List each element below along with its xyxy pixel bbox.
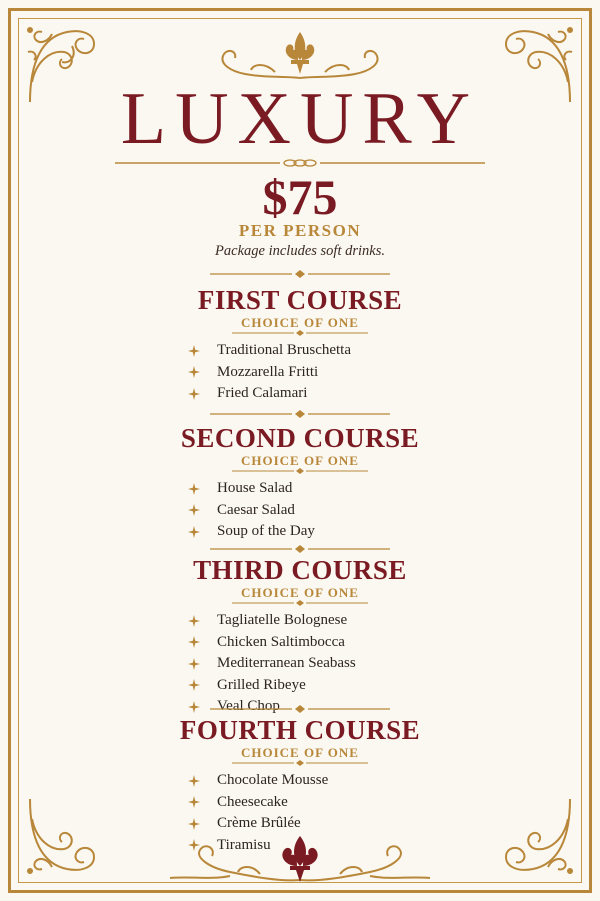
menu-item-label: Chicken Saltimbocca — [217, 633, 345, 650]
menu-item — [188, 792, 328, 814]
menu-item-label: Veal Chop — [217, 698, 280, 715]
choice-label: CHOICE OF ONE — [241, 745, 359, 760]
four-point-star-icon — [188, 526, 200, 538]
four-point-star-icon — [188, 796, 200, 808]
includes-note: Package includes soft drinks. — [215, 243, 385, 259]
four-point-star-icon — [188, 818, 200, 830]
menu-item — [188, 500, 315, 522]
four-point-star-icon — [188, 615, 200, 627]
section-divider — [210, 705, 390, 713]
fleur-de-lis-icon — [160, 830, 440, 890]
choice-divider — [232, 468, 368, 474]
course-title: THIRD COURSE — [193, 555, 407, 585]
menu-item-label: Fried Calamari — [217, 385, 308, 402]
menu-item — [188, 383, 351, 405]
four-point-star-icon — [188, 679, 200, 691]
menu-item-label: Chocolate Mousse — [217, 772, 329, 789]
course-item-list — [188, 478, 315, 543]
section-divider — [210, 270, 390, 278]
menu-item-label: Caesar Salad — [217, 501, 295, 518]
four-point-star-icon — [188, 504, 200, 516]
menu-item — [188, 521, 315, 543]
menu-item-label: Grilled Ribeye — [217, 676, 306, 693]
menu-item-label: Soup of the Day — [217, 523, 315, 540]
choice-label: CHOICE OF ONE — [241, 585, 359, 600]
course-title: FOURTH COURSE — [179, 715, 421, 745]
four-point-star-icon — [188, 483, 200, 495]
menu-item — [188, 610, 356, 632]
four-point-star-icon — [188, 658, 200, 670]
choice-divider — [232, 760, 368, 766]
menu-item — [188, 770, 328, 792]
choice-divider — [232, 330, 368, 336]
choice-divider — [232, 600, 368, 606]
menu-title: LUXURY — [120, 78, 480, 160]
four-point-star-icon — [188, 345, 200, 357]
menu-item-label: House Salad — [217, 480, 293, 497]
per-person-label: PER PERSON — [238, 221, 362, 240]
menu-item — [188, 340, 351, 362]
section-divider — [210, 545, 390, 553]
menu-item-label: Mozzarella Fritti — [217, 363, 319, 380]
corner-flourish-icon — [488, 789, 578, 879]
four-point-star-icon — [188, 636, 200, 648]
menu-item — [188, 478, 315, 500]
course-item-list — [188, 340, 351, 405]
section-divider — [210, 410, 390, 418]
menu-item-label: Tagliatelle Bolognese — [217, 612, 348, 629]
menu-item — [188, 653, 356, 675]
choice-label: CHOICE OF ONE — [241, 453, 359, 468]
menu-item-label: Traditional Bruschetta — [217, 342, 352, 359]
fleur-de-lis-icon — [205, 26, 395, 86]
menu-item-label: Mediterranean Seabass — [217, 655, 356, 672]
package-price: $75 — [262, 169, 338, 225]
four-point-star-icon — [188, 366, 200, 378]
course-item-list — [188, 610, 356, 718]
title-divider — [115, 158, 485, 168]
menu-item — [188, 675, 356, 697]
course-title: FIRST COURSE — [197, 285, 403, 315]
course-title: SECOND COURSE — [180, 423, 420, 453]
menu-item-label: Cheesecake — [217, 793, 288, 810]
four-point-star-icon — [188, 701, 200, 713]
menu-item-label: Tiramisu — [217, 836, 271, 853]
menu-item — [188, 632, 356, 654]
four-point-star-icon — [188, 388, 200, 400]
four-point-star-icon — [188, 775, 200, 787]
menu-item-label: Crème Brûlée — [217, 815, 301, 832]
choice-label: CHOICE OF ONE — [241, 315, 359, 330]
menu-item — [188, 362, 351, 384]
corner-flourish-icon — [22, 789, 112, 879]
